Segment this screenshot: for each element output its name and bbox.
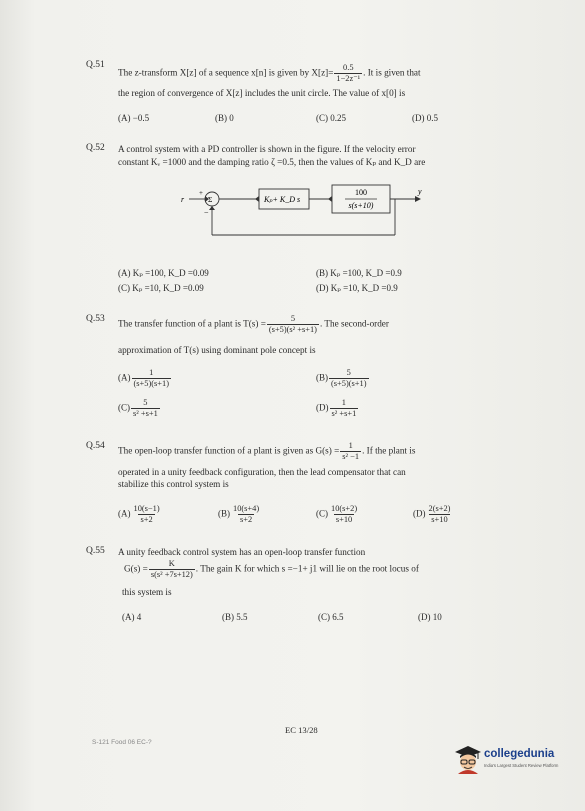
q53-option-c-frac	[131, 398, 160, 419]
q55-number: Q.55	[86, 546, 105, 556]
pd-control-block-diagram	[175, 177, 425, 249]
q52-number: Q.52	[86, 143, 105, 153]
q54-frac-den: s² −1	[342, 452, 360, 461]
q54-option-a-den: s+2	[140, 515, 153, 524]
q54-option-b-frac	[231, 504, 261, 525]
q53-option-b-den: (s+5)(s+1)	[331, 379, 367, 388]
q54-line1-post: . If the plant is	[362, 445, 416, 456]
collegedunia-logo	[452, 742, 572, 792]
q51-frac-den: 1−2z⁻¹	[336, 74, 361, 83]
q54-option-c	[316, 504, 360, 525]
diagram-plant-den: s(s+10)	[348, 201, 374, 210]
q54-line2: operated in a unity feedback configuration, then the lead compensator that can	[118, 467, 406, 477]
q53-frac-den: (s+5)(s² +s+1)	[268, 325, 317, 334]
q54-line3: stabilize this control system is	[118, 479, 229, 489]
diagram-output-label: y	[418, 187, 422, 196]
q54-option-d-frac	[427, 504, 453, 525]
logo-text: collegedunia	[484, 748, 555, 760]
q53-option-b-label: (B)	[316, 372, 328, 383]
q53-line1-post: . The second-order	[319, 318, 389, 329]
q55-line2	[124, 559, 419, 580]
q54-option-a-num: 10(s−1)	[133, 504, 160, 513]
q55-fraction	[149, 559, 195, 580]
q53-option-c-den: s² +s+1	[133, 409, 158, 418]
q53-option-b-num: 5	[346, 368, 351, 377]
q54-option-d-den: s+10	[431, 515, 448, 524]
page-number: EC 13/28	[285, 725, 318, 735]
q52-line1: A control system with a PD controller is shown in the figure. If the velocity error	[118, 144, 416, 154]
q51-option-a: (A) −0.5	[118, 113, 150, 123]
q51-line1	[118, 63, 421, 84]
q51-option-c: (C) 0.25	[316, 113, 346, 123]
q54-option-a-frac	[132, 504, 162, 525]
q53-line1	[118, 314, 389, 335]
q52-line2: constant Kᵥ =1000 and the damping ratio ζ =0.5, then the values of Kₚ and K_D are	[118, 157, 426, 167]
q54-option-b	[218, 504, 262, 525]
q54-number: Q.54	[86, 441, 105, 451]
q53-option-a	[118, 368, 172, 389]
q53-frac-num: 5	[290, 314, 296, 323]
q54-option-c-den: s+10	[335, 515, 353, 524]
q55-line2-post: . The gain K for which s =−1+ j1 will lie on the root locus of	[195, 563, 419, 574]
diagram-minus-sign: −	[204, 208, 209, 217]
exam-code: S-121 Food 06 EC-?	[92, 739, 152, 746]
q51-line1-text: The z-transform X[z] of a sequence x[n] is given by X[z]=	[118, 67, 334, 78]
q53-option-a-den: (s+5)(s+1)	[133, 379, 169, 388]
q52-option-d: (D) Kₚ =10, K_D =0.9	[316, 283, 398, 293]
q53-option-d-num: 1	[341, 398, 346, 407]
q54-option-a-label: (A)	[118, 508, 131, 519]
q54-option-d-label: (D)	[413, 508, 426, 519]
q55-option-c: (C) 6.5	[318, 612, 344, 622]
q55-frac-num: K	[168, 559, 175, 568]
q52-option-b: (B) Kₚ =100, K_D =0.9	[316, 268, 402, 278]
q54-option-b-label: (B)	[218, 508, 230, 519]
q55-line3: this system is	[122, 587, 172, 597]
q51-option-b: (B) 0	[215, 113, 234, 123]
q51-fraction	[334, 63, 362, 84]
q53-option-d-frac	[330, 398, 359, 419]
q53-fraction	[267, 314, 319, 335]
q53-line2: approximation of T(s) using dominant pole concept is	[118, 345, 316, 355]
q52-option-c: (C) Kₚ =10, K_D =0.09	[118, 283, 204, 293]
q55-line1: A unity feedback control system has an open-loop transfer function	[118, 547, 366, 557]
q54-line1-text: The open-loop transfer function of a plant is given as G(s) =	[118, 445, 340, 456]
q54-option-c-frac	[329, 504, 359, 525]
q54-fraction	[340, 441, 361, 462]
diagram-input-label: r	[181, 195, 185, 204]
q54-option-c-label: (C)	[316, 508, 328, 519]
q55-option-a: (A) 4	[122, 612, 142, 622]
q55-g-prefix: G(s) =	[124, 563, 148, 574]
q51-number: Q.51	[86, 60, 105, 70]
q54-option-a	[118, 504, 163, 525]
q53-option-a-label: (A)	[118, 372, 131, 383]
q54-line1	[118, 441, 415, 462]
q54-option-c-num: 10(s+2)	[331, 504, 358, 513]
q54-option-b-num: 10(s+4)	[233, 504, 260, 513]
q54-option-d-num: 2(s+2)	[428, 504, 451, 513]
q54-option-b-den: s+2	[239, 515, 253, 524]
q51-frac-num: 0.5	[343, 63, 354, 72]
q51-line1-post: . It is given that	[363, 67, 421, 78]
q53-number: Q.53	[86, 314, 105, 324]
q55-frac-den: s(s² +7s+12)	[150, 570, 193, 579]
diagram-sum-symbol: Σ	[208, 195, 213, 204]
q53-option-d-label: (D)	[316, 402, 329, 413]
graduate-avatar-icon	[454, 744, 482, 774]
q54-frac-num: 1	[348, 441, 353, 450]
diagram-controller-label: Kₚ+ K_D s	[264, 195, 301, 204]
q54-option-d	[413, 504, 453, 525]
q53-option-c-num: 5	[143, 398, 148, 407]
q53-option-c-label: (C)	[118, 402, 130, 413]
q53-option-a-num: 1	[149, 368, 154, 377]
q53-option-a-frac	[132, 368, 172, 389]
q53-option-c	[118, 398, 161, 419]
q51-line2: the region of convergence of X[z] includes the unit circle. The value of x[0] is	[118, 88, 406, 98]
q53-option-b	[316, 368, 370, 389]
q53-option-d-den: s² +s+1	[331, 409, 357, 418]
q53-option-d	[316, 398, 359, 419]
q52-option-a: (A) Kₚ =100, K_D =0.09	[118, 268, 209, 278]
diagram-plant-num: 100	[355, 188, 367, 197]
q51-option-d: (D) 0.5	[412, 113, 438, 123]
diagram-plus-sign: +	[199, 189, 203, 197]
q55-option-b: (B) 5.5	[222, 612, 248, 622]
q53-option-b-frac	[329, 368, 369, 389]
logo-tagline: India's Largest Student Review Platform	[484, 763, 559, 768]
q55-option-d: (D) 10	[418, 612, 442, 622]
q53-line1-text: The transfer function of a plant is T(s) =	[118, 318, 266, 329]
